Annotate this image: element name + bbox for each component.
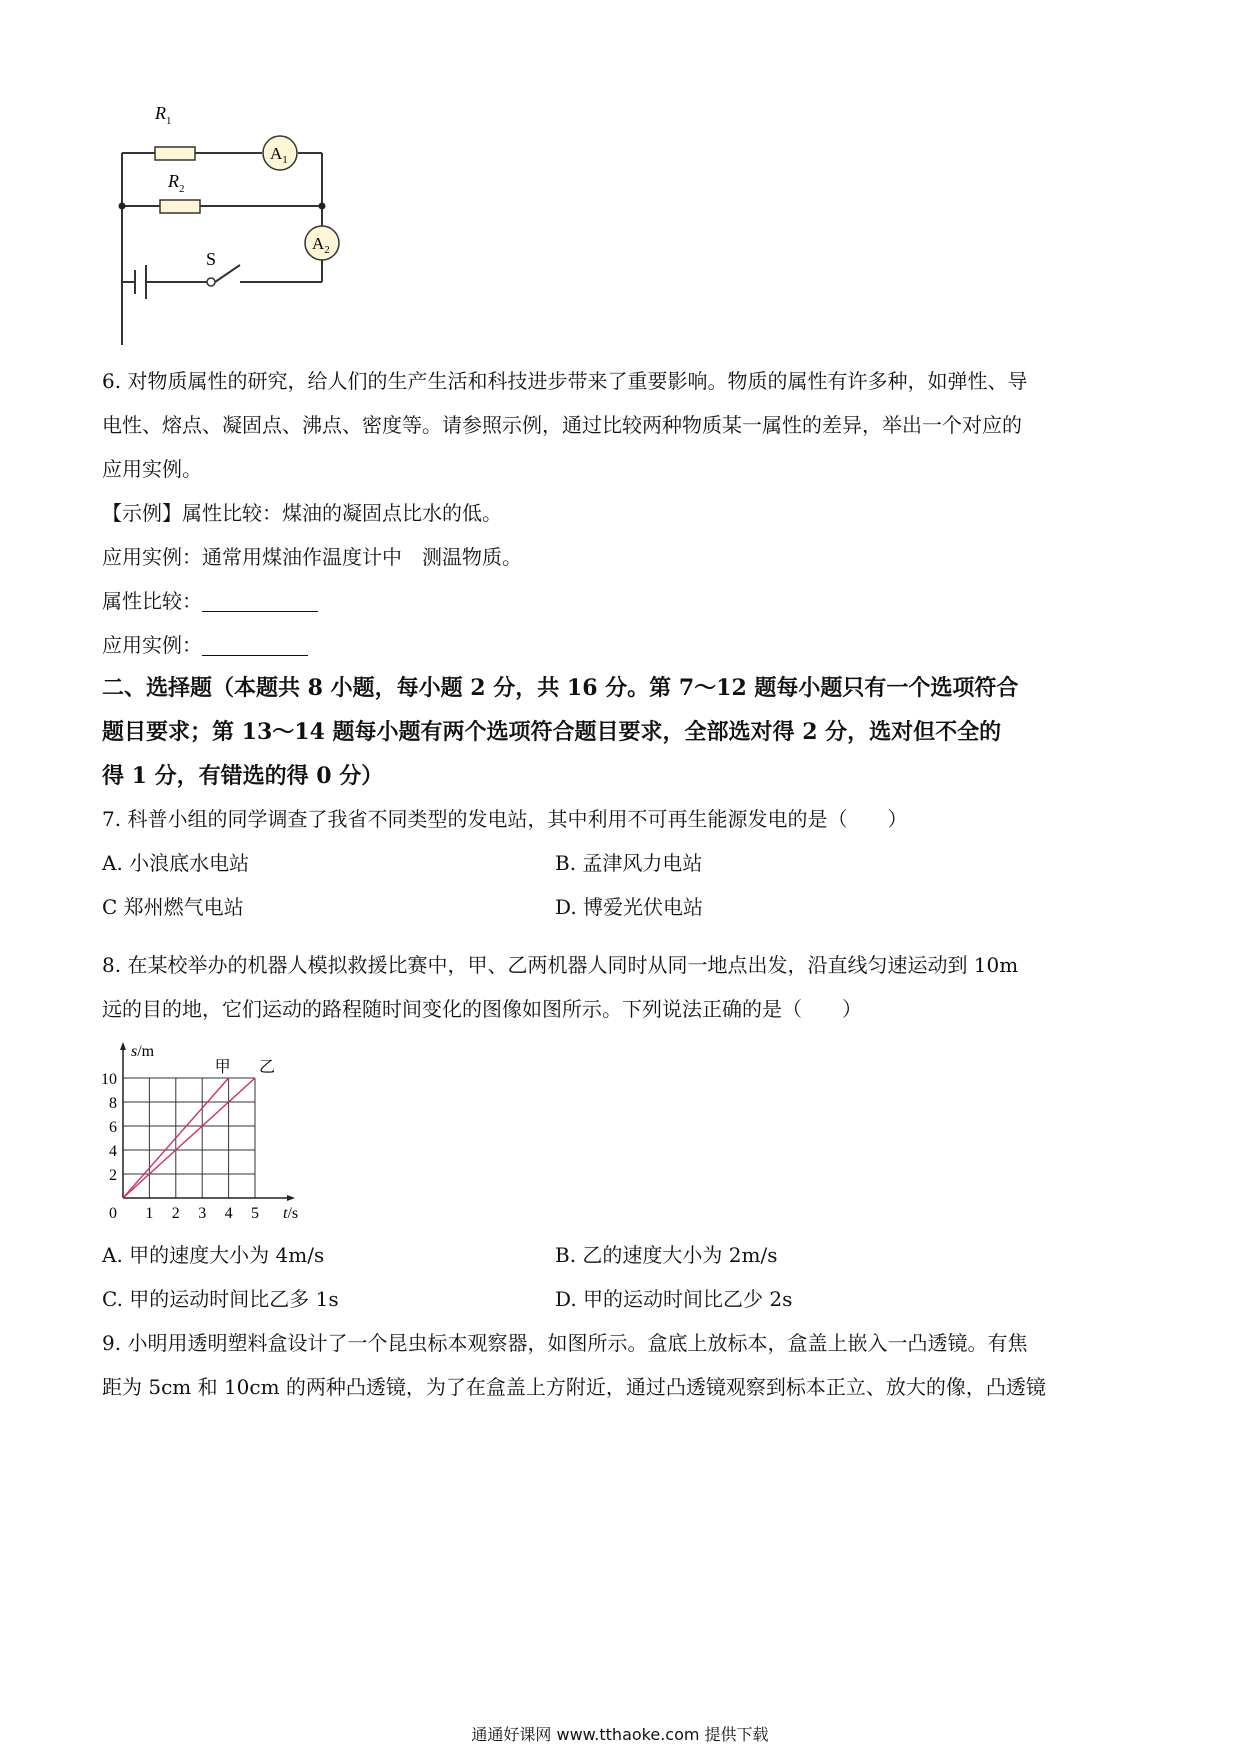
svg-text:R2: $R_2$ — [168, 171, 185, 195]
x-tick-label: 0 — [109, 1205, 117, 1222]
q6-example-app: 应用实例：通常用煤油作温度计中 测温物质。 — [102, 545, 522, 569]
y-tick-label: 8 — [109, 1095, 117, 1112]
section2-line-2: 题目要求；第 13～14 题每小题有两个选项符合题目要求，全部选对得 2 分，选对但不全的 — [102, 719, 1002, 745]
q9-line-1: 9. 小明用透明塑料盒设计了一个昆虫标本观察器，如图所示。盒底上放标本，盒盖上嵌入一凸透镜。有焦 — [102, 1331, 1028, 1355]
chart-series — [123, 1058, 275, 1198]
q7-option-d[interactable]: D. 博爱光伏电站 — [555, 895, 704, 919]
q6-blank-property — [102, 586, 318, 616]
x-tick-label: 5 — [251, 1205, 259, 1222]
q7-option-c[interactable]: C 郑州燃气电站 — [102, 895, 244, 919]
x-tick-label: 2 — [171, 1205, 180, 1222]
x-tick-label: 1 — [145, 1205, 154, 1222]
q8-line-1: 8. 在某校举办的机器人模拟救援比赛中，甲、乙两机器人同时从同一地点出发，沿直线匀速运动到 10m — [102, 953, 1019, 977]
q6-line-3: 应用实例。 — [102, 457, 202, 481]
a2-label: A — [312, 234, 325, 253]
y-tick-label: 10 — [101, 1071, 117, 1088]
series-line-1 — [123, 1078, 255, 1198]
x-tick-label: 3 — [198, 1205, 207, 1222]
switch-s — [207, 278, 215, 286]
q7-stem: 7. 科普小组的同学调查了我省不同类型的发电站，其中利用不可再生能源发电的是（ ） — [102, 807, 908, 831]
series-label-0: 甲 — [214, 1059, 231, 1076]
a1-label: A — [270, 144, 283, 163]
y-tick-label: 4 — [109, 1143, 117, 1160]
x-axis-label: t/s — [283, 1205, 299, 1222]
q8-option-c[interactable]: C. 甲的运动时间比乙多 1s — [102, 1287, 339, 1311]
q8-line-2: 远的目的地，它们运动的路程随时间变化的图像如图所示。下列说法正确的是（ ） — [102, 997, 862, 1021]
resistor-r2 — [160, 200, 200, 213]
x-axis-arrow — [287, 1195, 295, 1201]
q6-example: 【示例】属性比较：煤油的凝固点比水的低。 — [102, 501, 502, 525]
svg-text:A2: $A_2$ — [312, 234, 330, 256]
circuit-diagram — [110, 105, 390, 345]
footer-source: 通通好课网 www.tthaoke.com 提供下载 — [471, 1725, 769, 1744]
x-tick-label: 4 — [224, 1205, 233, 1222]
svg-text:R1: $R_1$ — [155, 105, 172, 127]
r2-label: R — [168, 171, 179, 191]
q7-option-b[interactable]: B. 孟津风力电站 — [555, 851, 703, 875]
q6-blank-app — [102, 630, 308, 660]
q8-option-b[interactable]: B. 乙的速度大小为 2m/s — [555, 1243, 778, 1267]
switch-label: S — [206, 249, 217, 269]
section2-line-3: 得 1 分，有错选的得 0 分） — [102, 763, 384, 789]
answer-blank-1[interactable] — [202, 589, 318, 612]
answer-blank-2[interactable] — [202, 633, 308, 656]
q8-option-d[interactable]: D. 甲的运动时间比乙少 2s — [555, 1287, 793, 1311]
y-tick-label: 6 — [109, 1119, 117, 1136]
y-tick-label: 2 — [109, 1167, 117, 1184]
y-axis-label: s/m — [131, 1043, 155, 1060]
st-graph — [95, 1038, 310, 1228]
section2-line-1: 二、选择题（本题共 8 小题，每小题 2 分，共 16 分。第 7～12 题每小题只有一个选项符合 — [102, 675, 1019, 701]
resistor-r1 — [155, 147, 195, 160]
q9-line-2: 距为 5cm 和 10cm 的两种凸透镜，为了在盒盖上方附近，通过凸透镜观察到标本正立、放大的像，凸透镜 — [102, 1375, 1046, 1399]
battery-symbol — [135, 265, 146, 299]
q6-blank-app-label: 应用实例： — [102, 633, 202, 657]
r1-label: R — [155, 105, 166, 123]
svg-text:A1: $A_1$ — [270, 144, 288, 166]
series-label-1: 乙 — [259, 1059, 276, 1076]
q8-option-a[interactable]: A. 甲的速度大小为 4m/s — [102, 1243, 325, 1267]
q6-blank-property-label: 属性比较： — [102, 589, 202, 613]
q6-line-1: 6. 对物质属性的研究，给人们的生产生活和科技进步带来了重要影响。物质的属性有许多种，如弹性、导 — [102, 369, 1028, 393]
q6-line-2: 电性、熔点、凝固点、沸点、密度等。请参照示例，通过比较两种物质某一属性的差异，举出一个对应的 — [102, 413, 1022, 437]
y-axis-arrow — [120, 1042, 126, 1050]
q7-option-a[interactable]: A. 小浪底水电站 — [102, 851, 250, 875]
